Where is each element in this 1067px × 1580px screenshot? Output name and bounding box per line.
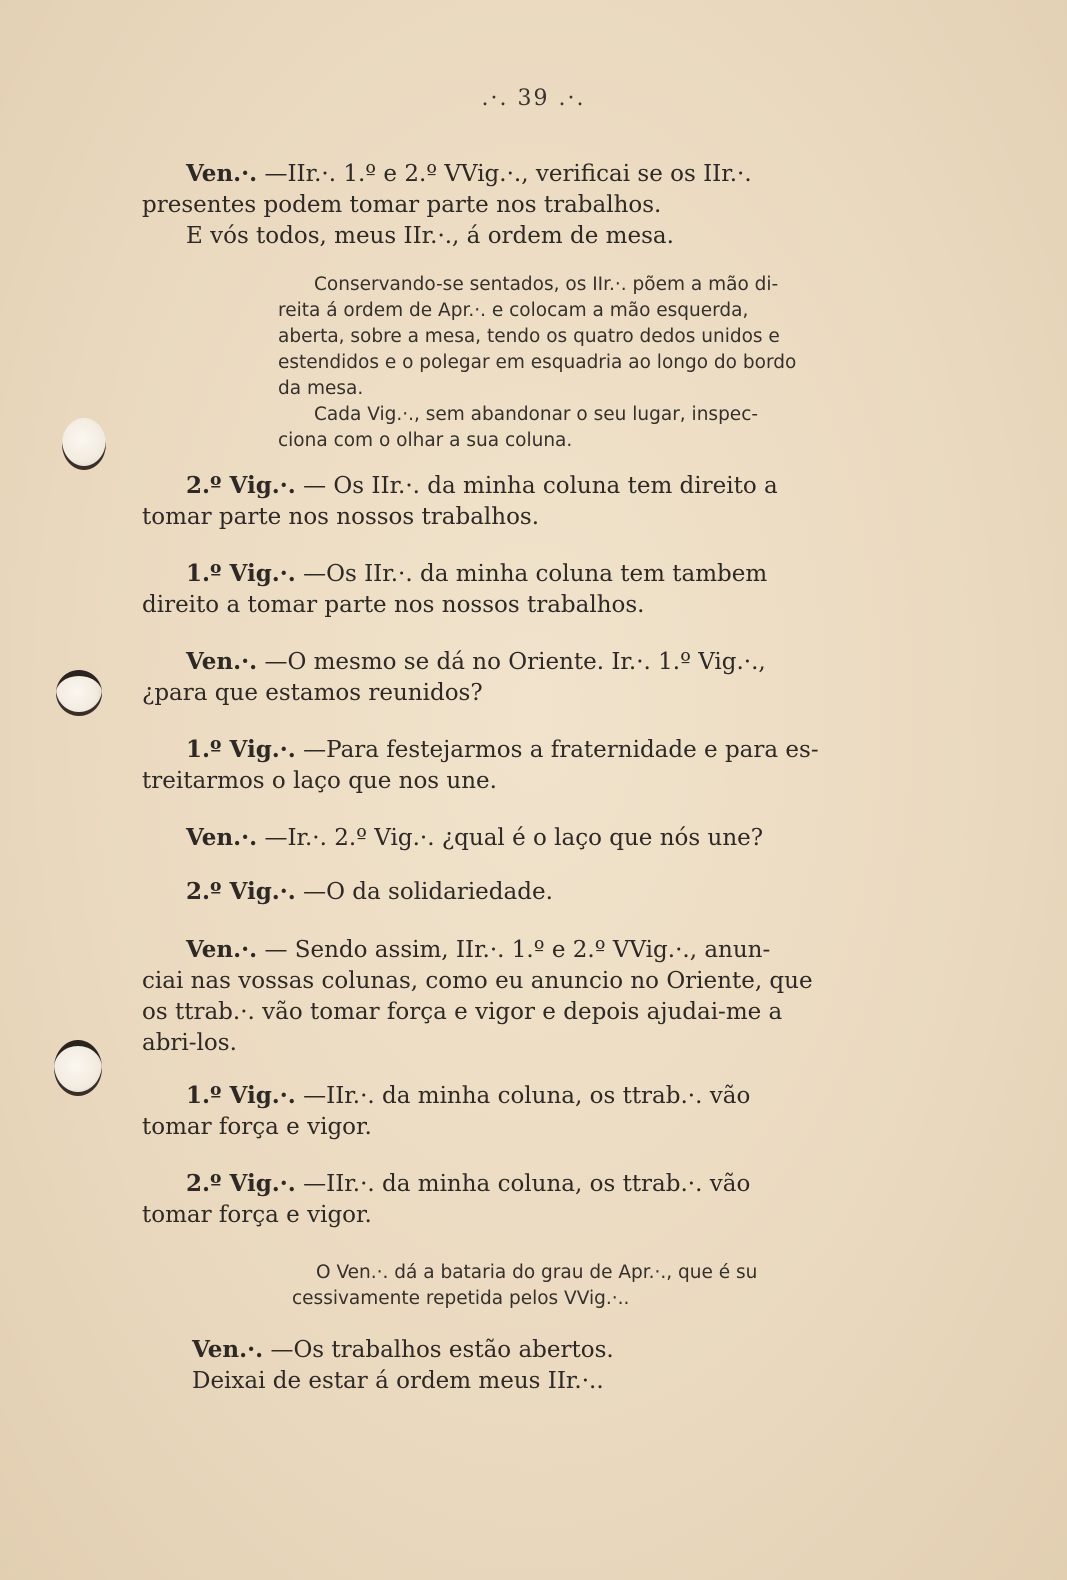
dialogue-paragraph [142, 876, 902, 908]
line: aberta, sobre a mesa, tendo os quatro dedos unidos e [278, 326, 780, 347]
line: — Sendo assim, IIr.·. 1.º e 2.º VVig.·., anun- [264, 937, 771, 963]
line: tomar força e vigor. [142, 1202, 372, 1228]
line: —Os IIr.·. da minha coluna tem tambem [303, 561, 768, 587]
line: da mesa. [278, 378, 364, 399]
line: tomar força e vigor. [142, 1114, 372, 1140]
dialogue-paragraph [142, 734, 902, 797]
stage-direction [292, 1260, 892, 1312]
line: reita á ordem de Apr.·. e colocam a mão esquerda, [278, 300, 749, 321]
line: Conservando-se sentados, os IIr.·. põem a mão di- [314, 274, 779, 295]
dialogue-paragraph [142, 646, 902, 709]
line: ciai nas vossas colunas, como eu anuncio no Oriente, que [142, 968, 813, 994]
page-number-header: .·. 39 .·. [481, 86, 586, 111]
stage-direction [278, 272, 900, 454]
dialogue-paragraph [142, 822, 902, 854]
punch-hole-middle [56, 670, 102, 716]
dialogue-paragraph [192, 1334, 892, 1397]
speaker: Ven.·. [186, 648, 258, 675]
punch-hole-top [62, 418, 106, 470]
speaker: 2.º Vig.·. [186, 1170, 296, 1197]
line: E vós todos, meus IIr.·., á ordem de mesa. [186, 223, 674, 249]
dialogue-paragraph [142, 158, 902, 252]
line: cessivamente repetida pelos VVig.·.. [292, 1288, 630, 1309]
line: Cada Vig.·., sem abandonar o seu lugar, inspec- [314, 404, 759, 425]
line: —IIr.·. 1.º e 2.º VVig.·., verificai se os IIr.·. [264, 161, 752, 187]
line: estendidos e o polegar em esquadria ao longo do bordo [278, 352, 797, 373]
speaker: 2.º Vig.·. [186, 878, 296, 905]
speaker: 1.º Vig.·. [186, 1082, 296, 1109]
line: —O mesmo se dá no Oriente. Ir.·. 1.º Vig.·., [264, 649, 766, 675]
line: —Para festejarmos a fraternidade e para es- [303, 737, 819, 763]
line: abri-los. [142, 1030, 237, 1056]
line: presentes podem tomar parte nos trabalhos. [142, 192, 662, 218]
line: direito a tomar parte nos nossos trabalhos. [142, 592, 645, 618]
speaker: Ven.·. [186, 936, 258, 963]
dialogue-paragraph [142, 1168, 902, 1231]
speaker: Ven.·. [186, 160, 258, 187]
line: Deixai de estar á ordem meus IIr.·.. [192, 1368, 604, 1394]
line: —Ir.·. 2.º Vig.·. ¿qual é o laço que nós une? [264, 825, 764, 851]
punch-hole-bottom [54, 1040, 102, 1096]
line: tomar parte nos nossos trabalhos. [142, 504, 540, 530]
line: —IIr.·. da minha coluna, os ttrab.·. vão [303, 1171, 751, 1197]
line: ¿para que estamos reunidos? [142, 680, 483, 706]
dialogue-paragraph [142, 558, 902, 621]
speaker: 2.º Vig.·. [186, 472, 296, 499]
speaker: 1.º Vig.·. [186, 560, 296, 587]
speaker: 1.º Vig.·. [186, 736, 296, 763]
line: —Os trabalhos estão abertos. [270, 1337, 614, 1363]
dialogue-paragraph [142, 1080, 902, 1143]
line: treitarmos o laço que nos une. [142, 768, 497, 794]
line: — Os IIr.·. da minha coluna tem direito a [303, 473, 778, 499]
dialogue-paragraph [142, 470, 902, 533]
speaker: Ven.·. [186, 824, 258, 851]
line: —IIr.·. da minha coluna, os ttrab.·. vão [303, 1083, 751, 1109]
speaker: Ven.·. [192, 1336, 264, 1363]
line: os ttrab.·. vão tomar força e vigor e depois ajudai-me a [142, 999, 783, 1025]
line: ciona com o olhar a sua coluna. [278, 430, 573, 451]
line: O Ven.·. dá a bataria do grau de Apr.·., que é su [316, 1262, 758, 1283]
dialogue-paragraph [142, 934, 902, 1059]
line: —O da solidariedade. [303, 879, 553, 905]
